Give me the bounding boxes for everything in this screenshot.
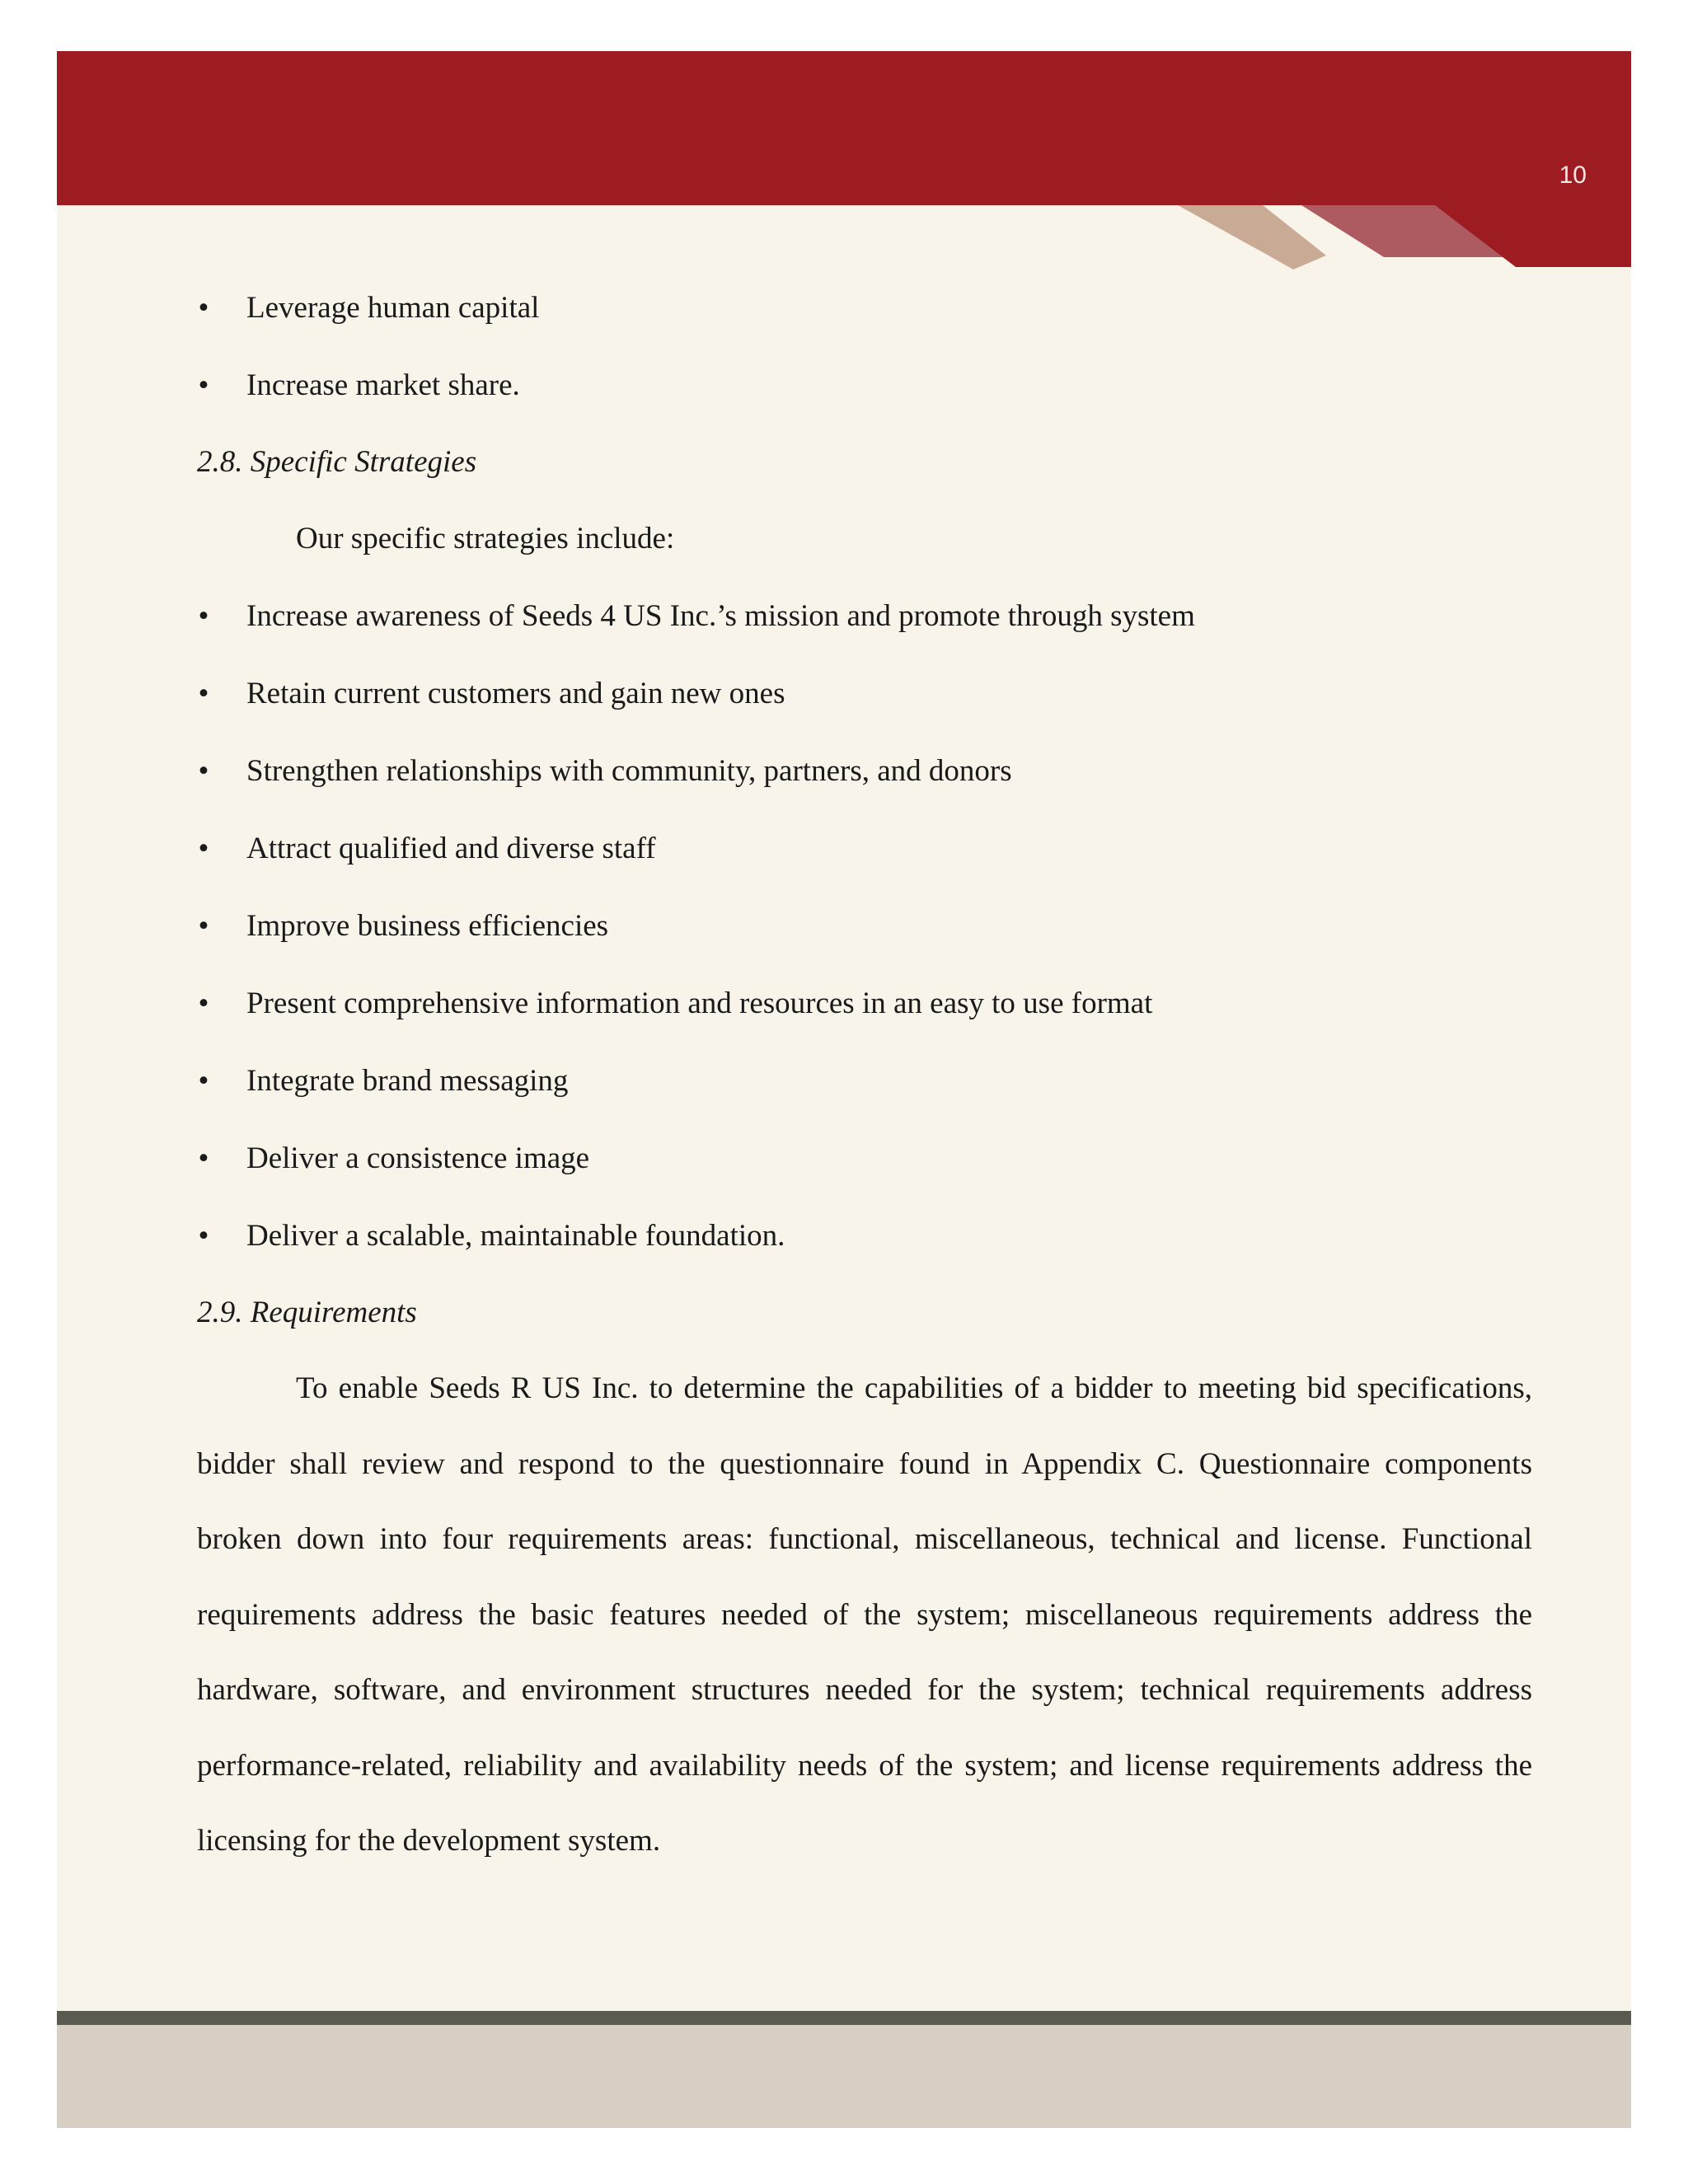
accent-stripe-light (1178, 205, 1326, 269)
list-item: • Leverage human capital (197, 269, 1532, 347)
bullet-icon: • (198, 909, 209, 943)
page-number: 10 (1559, 162, 1587, 189)
footer-rule (57, 2011, 1631, 2025)
strategies-intro: Our specific strategies include: (296, 522, 675, 555)
list-item: • Present comprehensive information and resources in an easy to use format (197, 965, 1532, 1043)
list-item: • Attract qualified and diverse staff (197, 810, 1532, 888)
document-page (57, 51, 1631, 2128)
bullet-icon: • (198, 832, 209, 865)
bullet-icon: • (198, 1064, 209, 1098)
list-item: • Improve business efficiencies (197, 888, 1532, 965)
section-heading-specific-strategies: 2.8. Specific Strategies (197, 445, 477, 479)
bullet-icon: • (198, 987, 209, 1020)
bullet-icon: • (198, 599, 209, 633)
list-item: • Increase market share. (197, 347, 1532, 424)
bullet-icon: • (198, 754, 209, 788)
header-decorative-tab (57, 51, 1631, 269)
list-item: • Strengthen relationships with community, partners, and donors (197, 733, 1532, 810)
list-item: • Retain current customers and gain new ones (197, 655, 1532, 733)
bullet-icon: • (198, 1219, 209, 1253)
list-item: • Increase awareness of Seeds 4 US Inc.’s mission and promote through system (197, 578, 1532, 655)
page-content (197, 269, 1532, 1879)
goals-bullet-list (197, 269, 1532, 424)
footer-band (57, 2025, 1631, 2128)
list-item: • Deliver a scalable, maintainable foundation. (197, 1197, 1532, 1275)
requirements-paragraph: To enable Seeds R US Inc. to determine the capabilities of a bidder to meeting bid specifications, bidder shall review and respond to the questionnaire found in Appendix C. Questionnaire components broken down into four requirements areas: functional, miscellaneous, technical and license. Functional requirements address the basic features needed of the system; miscellaneous requirements address the hardware, software, and environment structures needed for the system; technical requirements address performance-related, reliability and availability needs of the system; and license requirements address the licensing for the development system. (197, 1371, 1532, 1858)
bullet-icon: • (198, 1141, 209, 1175)
section-heading-requirements: 2.9. Requirements (197, 1296, 417, 1329)
bullet-icon: • (198, 291, 209, 325)
list-item: • Integrate brand messaging (197, 1043, 1532, 1120)
bullet-icon: • (198, 368, 209, 402)
strategies-bullet-list (197, 578, 1532, 1275)
bullet-icon: • (198, 677, 209, 710)
list-item: • Deliver a consistence image (197, 1120, 1532, 1197)
